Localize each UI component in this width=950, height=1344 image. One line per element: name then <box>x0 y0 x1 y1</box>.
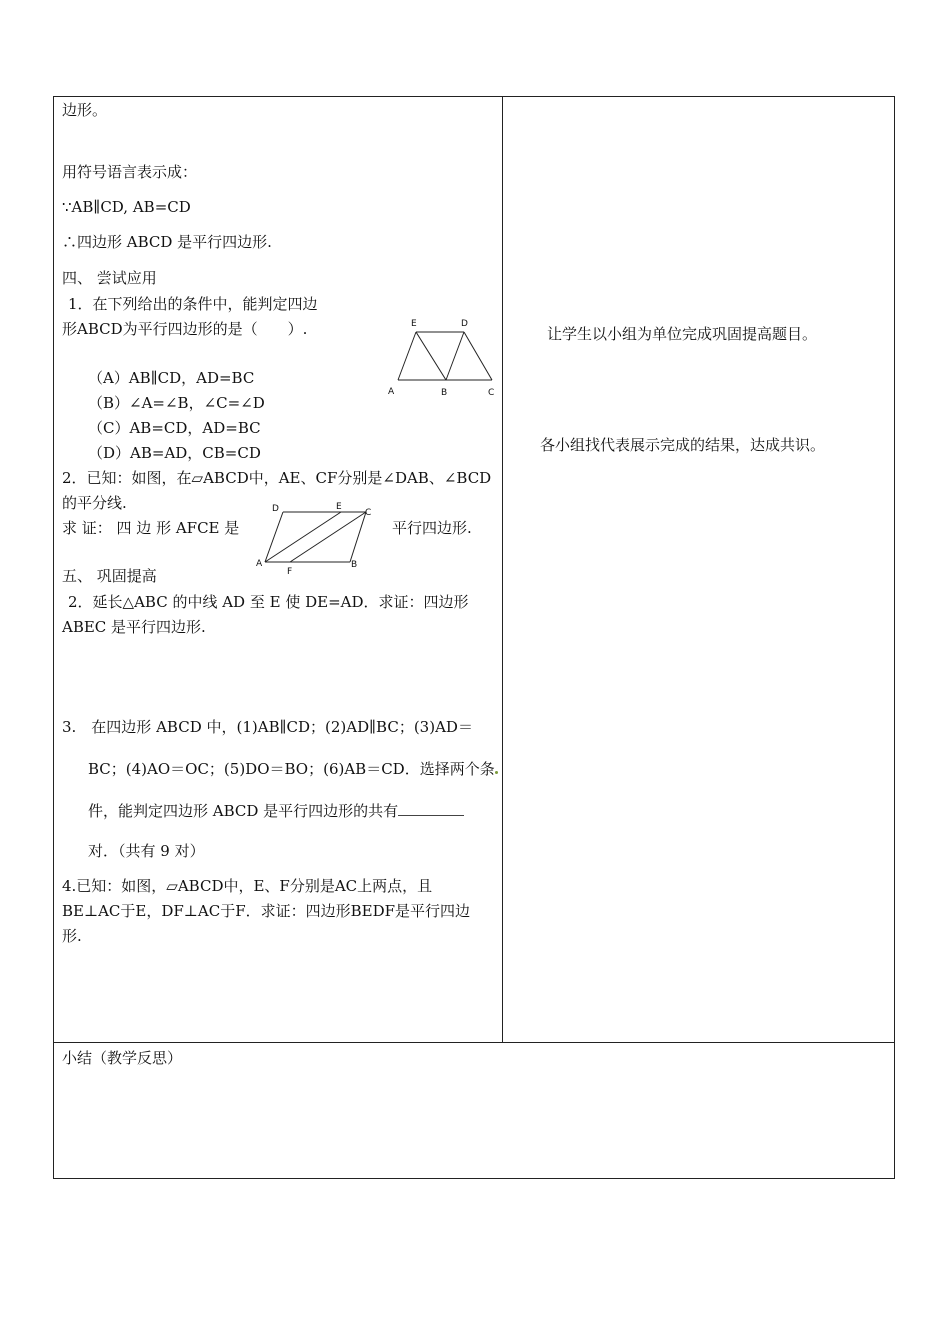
row-divider <box>53 1042 895 1043</box>
question-1-line: 形ABCD为平行四边形的是（ ）. <box>62 320 308 338</box>
text-line: ∵AB∥CD, AB=CD <box>62 198 191 216</box>
question-3-line <box>88 801 464 821</box>
question-5-line: 2．延长△ABC 的中线 AD 至 E 使 DE=AD．求证：四边形 <box>68 593 469 611</box>
label-c: C <box>488 388 495 398</box>
question-3-line <box>88 759 498 779</box>
answer-blank <box>398 801 464 816</box>
label-e: E <box>411 319 417 329</box>
question-2-line: 的平分线. <box>62 494 127 512</box>
text-line: 用符号语言表示成： <box>62 163 198 181</box>
question-2-line: 2．已知：如图，在▱ABCD中，AE、CF分别是∠DAB、∠BCD <box>62 469 492 487</box>
parallelogram-figure <box>252 500 380 576</box>
column-divider <box>502 96 503 1042</box>
lesson-table <box>53 96 895 1179</box>
teacher-note: 各小组找代表展示完成的结果，达成共识。 <box>540 436 826 454</box>
question-3-line: 3. 在四边形 ABCD 中，(1)AB∥CD；(2)AD∥BC；(3)AD＝ <box>62 718 473 736</box>
text-line: ∴四边形 ABCD 是平行四边形. <box>62 233 272 251</box>
question-3-text: 件，能判定四边形 ABCD 是平行四边形的共有 <box>88 802 399 820</box>
question-2-line: 求 证： 四 边 形 AFCE 是 <box>62 519 240 537</box>
label-c: C <box>365 508 372 518</box>
label-d: D <box>272 504 279 514</box>
question-4-line: BE⊥AC于E，DF⊥AC于F．求证：四边形BEDF是平行四边 <box>62 902 471 920</box>
dot-mark <box>495 771 498 774</box>
question-4-line: 形. <box>62 927 82 945</box>
label-d: D <box>461 319 468 329</box>
teacher-note: 让学生以小组为单位完成巩固提高题目。 <box>547 325 818 343</box>
option-a: （A）AB∥CD，AD=BC <box>88 369 255 387</box>
section-heading: 四、 尝试应用 <box>62 269 157 287</box>
question-3-text: BC；(4)AO＝OC；(5)DO＝BO；(6)AB＝CD．选择两个条 <box>88 760 495 778</box>
option-c: （C）AB=CD，AD=BC <box>88 419 261 437</box>
summary-title: 小结（教学反思） <box>62 1049 183 1067</box>
trapezoid-figure <box>380 312 502 404</box>
question-1-line: 1．在下列给出的条件中，能判定四边 <box>68 295 318 313</box>
question-4-line: 4.已知：如图，▱ABCD中，E、F分别是AC上两点，且 <box>62 877 433 895</box>
label-b: B <box>351 560 358 570</box>
label-a: A <box>256 559 263 569</box>
label-f: F <box>287 567 293 576</box>
section-heading: 五、 巩固提高 <box>62 567 157 585</box>
label-b: B <box>441 388 448 398</box>
question-5-line: ABEC 是平行四边形. <box>62 618 206 636</box>
label-a: A <box>388 387 395 397</box>
option-d: （D）AB=AD，CB=CD <box>88 444 261 462</box>
text-line: 边形。 <box>62 101 108 119</box>
question-2-line: 平行四边形. <box>392 519 472 537</box>
label-e: E <box>336 502 342 512</box>
option-b: （B）∠A=∠B，∠C=∠D <box>88 394 265 412</box>
question-3-line: 对．（共有 9 对） <box>88 842 205 860</box>
